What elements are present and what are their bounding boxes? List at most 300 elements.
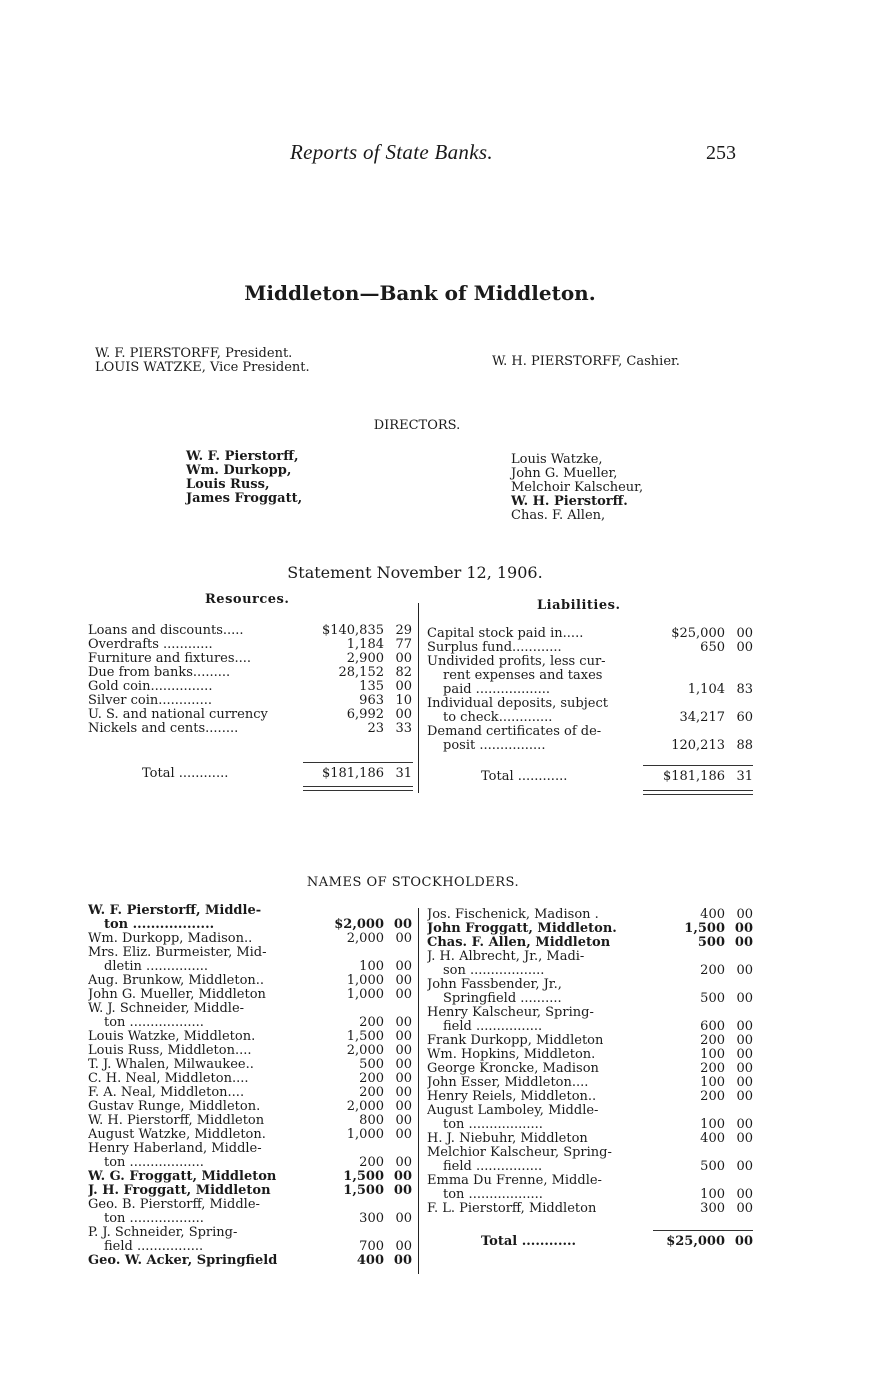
entry-amount — [645, 1104, 731, 1118]
total-cents: 31 — [736, 769, 753, 784]
entry-cents: 00 — [736, 1187, 753, 1202]
entry-cents — [390, 946, 412, 960]
entry-label: John G. Mueller, Middleton — [88, 988, 266, 1002]
entry-amount: 2,900 — [346, 651, 384, 666]
entry-label: F. A. Neal, Middleton.... — [88, 1086, 245, 1100]
directors-right — [511, 453, 643, 523]
entry-amount: 200 — [700, 1033, 725, 1048]
entry-label: Silver coin............. — [88, 694, 212, 708]
stockholder-row — [427, 922, 753, 936]
entry-amount: 200 — [359, 1085, 384, 1100]
entry-cents: 00 — [395, 1211, 412, 1226]
entry-amount: 300 — [359, 1211, 384, 1226]
stockholders-total — [427, 1235, 753, 1249]
entry-cents: 00 — [395, 651, 412, 666]
entry-amount: 2,000 — [346, 1043, 384, 1058]
entry-cents: 00 — [736, 907, 753, 922]
entry-amount — [306, 946, 390, 960]
entry-cents — [390, 1002, 412, 1016]
entry-amount: 400 — [700, 1131, 725, 1146]
stockholder-row — [88, 1114, 412, 1128]
total-label: Total ............ — [142, 767, 229, 781]
entry-label: Wm. Hopkins, Middleton. — [427, 1048, 596, 1062]
entry-label: J. H. Albrecht, Jr., Madi- — [427, 950, 585, 964]
entry-amount: 200 — [359, 1015, 384, 1030]
stockholder-row — [88, 1086, 412, 1100]
officer-cashier: W. H. PIERSTORFF, Cashier. — [492, 354, 680, 369]
entry-label: Furniture and fixtures.... — [88, 652, 252, 666]
stockholder-row — [427, 1104, 753, 1118]
officer-vice-president: LOUIS WATZKE, Vice President. — [95, 360, 310, 375]
stockholder-row — [427, 1160, 753, 1174]
stockholder-row — [88, 1226, 412, 1240]
entry-label: Henry Haberland, Middle- — [88, 1142, 262, 1156]
entry-amount — [645, 950, 731, 964]
stockholder-row — [427, 1020, 753, 1034]
entry-cents: 88 — [736, 738, 753, 753]
entry-cents: 00 — [395, 959, 412, 974]
entry-amount: 1,500 — [343, 1169, 384, 1184]
stockholder-row — [427, 1118, 753, 1132]
entry-cents: 00 — [395, 1127, 412, 1142]
entry-amount: 2,000 — [346, 931, 384, 946]
entry-cents — [731, 655, 753, 669]
entry-label: ton .................. — [104, 1016, 204, 1030]
entry-amount: 500 — [697, 935, 725, 950]
entry-label: Henry Kalscheur, Spring- — [427, 1006, 594, 1020]
entry-label: Henry Reiels, Middleton.. — [427, 1090, 597, 1104]
entry-amount — [645, 725, 731, 739]
entry-label: Nickels and cents........ — [88, 722, 239, 736]
entry-label: Due from banks......... — [88, 666, 231, 680]
entry-cents — [731, 697, 753, 711]
total-cents: 00 — [734, 1234, 753, 1249]
entry-cents: 00 — [736, 640, 753, 655]
entry-amount: 700 — [359, 1239, 384, 1254]
entry-label: Demand certificates of de- — [427, 725, 602, 739]
total-cents: 31 — [395, 766, 412, 781]
entry-amount: 120,213 — [671, 738, 725, 753]
entry-cents — [731, 1104, 753, 1118]
entry-amount — [306, 1142, 390, 1156]
stockholder-row — [427, 908, 753, 922]
entry-cents: 10 — [395, 693, 412, 708]
entry-label: J. H. Froggatt, Middleton — [88, 1184, 271, 1198]
resource-row — [88, 694, 412, 708]
entry-cents: 00 — [736, 1089, 753, 1104]
entry-cents — [731, 1174, 753, 1188]
stockholder-row — [88, 1016, 412, 1030]
entry-amount: 200 — [359, 1155, 384, 1170]
total-amount: $181,186 — [662, 769, 725, 784]
stockholder-row — [427, 1048, 753, 1062]
entry-label: U. S. and national currency — [88, 708, 268, 722]
entry-label: August Watzke, Middleton. — [88, 1128, 266, 1142]
entry-cents: 00 — [395, 1155, 412, 1170]
stockholder-row — [427, 978, 753, 992]
entry-amount — [306, 1198, 390, 1212]
entry-amount: $2,000 — [334, 917, 384, 932]
liability-row — [427, 669, 753, 683]
stockholder-row — [88, 932, 412, 946]
entry-cents: 83 — [736, 682, 753, 697]
entry-amount: $140,835 — [321, 623, 384, 638]
stockholder-row — [427, 1202, 753, 1216]
stockholder-row — [88, 1002, 412, 1016]
director: W. H. Pierstorff. — [511, 494, 628, 509]
resources-double-rule — [303, 786, 413, 787]
entry-cents: 00 — [395, 1043, 412, 1058]
entry-cents: 00 — [736, 1047, 753, 1062]
stockholder-row — [427, 964, 753, 978]
entry-label: Frank Durkopp, Middleton — [427, 1034, 604, 1048]
entry-amount: 200 — [700, 963, 725, 978]
stockholder-row — [88, 918, 412, 932]
liabilities-double-rule — [643, 790, 753, 791]
resources-table — [88, 624, 412, 736]
entry-label: Gold coin............... — [88, 680, 213, 694]
entry-amount — [645, 1006, 731, 1020]
directors-left — [186, 450, 302, 506]
entry-amount — [645, 1146, 731, 1160]
entry-cents: 00 — [395, 1057, 412, 1072]
entry-cents: 00 — [736, 963, 753, 978]
entry-label: Capital stock paid in..... — [427, 627, 584, 641]
entry-label: son .................. — [443, 964, 545, 978]
stockholder-row — [88, 1128, 412, 1142]
stockholder-row — [427, 1006, 753, 1020]
entry-cents: 00 — [736, 626, 753, 641]
entry-label: Geo. B. Pierstorff, Middle- — [88, 1198, 260, 1212]
entry-amount: 2,000 — [346, 1099, 384, 1114]
entry-cents: 00 — [395, 1099, 412, 1114]
stockholder-row — [427, 1146, 753, 1160]
entry-label: Geo. W. Acker, Springfield — [88, 1254, 278, 1268]
directors-heading: DIRECTORS. — [373, 418, 461, 433]
director: W. F. Pierstorff, — [186, 449, 299, 464]
liability-row — [427, 627, 753, 641]
entry-amount: 300 — [700, 1201, 725, 1216]
liabilities-table — [427, 627, 753, 753]
liability-row — [427, 725, 753, 739]
entry-label: Overdrafts ............ — [88, 638, 213, 652]
entry-cents: 00 — [736, 991, 753, 1006]
entry-amount: 500 — [700, 1159, 725, 1174]
liabilities-total — [427, 770, 753, 784]
entry-label: Springfield .......... — [443, 992, 562, 1006]
total-label: Total ............ — [481, 1235, 577, 1249]
liability-row — [427, 641, 753, 655]
entry-amount: 6,992 — [346, 707, 384, 722]
director: John G. Mueller, — [511, 466, 618, 481]
stockholders-sum-rule — [653, 1230, 753, 1231]
entry-label: field ................ — [104, 1240, 204, 1254]
entry-label: John Froggatt, Middleton. — [427, 922, 617, 936]
entry-amount: 100 — [700, 1047, 725, 1062]
entry-cents: 00 — [736, 1075, 753, 1090]
entry-cents: 00 — [395, 1071, 412, 1086]
liability-row — [427, 697, 753, 711]
entry-amount: 1,000 — [346, 973, 384, 988]
entry-cents: 00 — [395, 1015, 412, 1030]
director: Wm. Durkopp, — [186, 463, 292, 478]
entry-amount: 200 — [359, 1071, 384, 1086]
entry-cents — [731, 725, 753, 739]
liability-row — [427, 711, 753, 725]
total-label: Total ............ — [481, 770, 568, 784]
entry-amount: 800 — [359, 1113, 384, 1128]
entry-cents: 00 — [736, 1019, 753, 1034]
stockholder-row — [427, 992, 753, 1006]
stockholder-row — [88, 1030, 412, 1044]
stockholder-row — [427, 950, 753, 964]
resource-row — [88, 652, 412, 666]
entry-cents: 00 — [736, 1159, 753, 1174]
entry-label: Loans and discounts..... — [88, 624, 244, 638]
entry-cents — [390, 1226, 412, 1240]
entry-label: Mrs. Eliz. Burmeister, Mid- — [88, 946, 267, 960]
resources-heading: Resources. — [205, 592, 290, 607]
stockholder-row — [88, 1058, 412, 1072]
entry-amount: 200 — [700, 1089, 725, 1104]
entry-cents: 29 — [395, 623, 412, 638]
entry-cents — [731, 978, 753, 992]
entry-cents — [731, 1006, 753, 1020]
stockholders-left-table — [88, 904, 412, 1268]
entry-cents: 00 — [395, 931, 412, 946]
liability-row — [427, 655, 753, 669]
resource-row — [88, 680, 412, 694]
stockholder-row — [88, 904, 412, 918]
entry-amount: 1,500 — [343, 1183, 384, 1198]
entry-label: posit ................ — [443, 739, 546, 753]
entry-cents — [731, 950, 753, 964]
entry-label: W. H. Pierstorff, Middleton — [88, 1114, 265, 1128]
entry-label: rent expenses and taxes — [443, 669, 603, 683]
entry-cents — [731, 669, 753, 683]
column-divider — [418, 603, 419, 793]
entry-cents: 82 — [395, 665, 412, 680]
entry-amount: 100 — [700, 1117, 725, 1132]
entry-amount: 100 — [359, 959, 384, 974]
entry-cents: 00 — [395, 1085, 412, 1100]
resources-total — [88, 767, 412, 781]
entry-cents: 00 — [393, 1253, 412, 1268]
entry-amount — [306, 1002, 390, 1016]
page-number: 253 — [706, 142, 736, 164]
entry-label: Louis Russ, Middleton.... — [88, 1044, 252, 1058]
entry-amount: 1,500 — [684, 921, 725, 936]
running-title: Reports of State Banks. — [290, 140, 493, 164]
entry-amount: 500 — [700, 991, 725, 1006]
director: Melchoir Kalscheur, — [511, 480, 644, 495]
stockholder-row — [88, 988, 412, 1002]
stockholder-row — [427, 1090, 753, 1104]
entry-label: T. J. Whalen, Milwaukee.. — [88, 1058, 254, 1072]
entry-cents: 77 — [395, 637, 412, 652]
entry-amount: 400 — [700, 907, 725, 922]
liabilities-heading: Liabilities. — [537, 598, 621, 613]
entry-cents: 00 — [393, 917, 412, 932]
entry-label: H. J. Niebuhr, Middleton — [427, 1132, 588, 1146]
entry-cents: 00 — [395, 973, 412, 988]
entry-label: paid .................. — [443, 683, 551, 697]
entry-label: P. J. Schneider, Spring- — [88, 1226, 238, 1240]
stockholders-right-table — [427, 908, 753, 1216]
stockholder-row — [427, 1062, 753, 1076]
entry-label: W. J. Schneider, Middle- — [88, 1002, 245, 1016]
entry-label: Jos. Fischenick, Madison . — [427, 908, 599, 922]
entry-amount: 28,152 — [338, 665, 384, 680]
entry-amount: 200 — [700, 1061, 725, 1076]
entry-label: Aug. Brunkow, Middleton.. — [88, 974, 265, 988]
stockholder-row — [88, 1100, 412, 1114]
entry-amount — [306, 1226, 390, 1240]
stockholders-divider — [418, 908, 419, 1274]
entry-amount — [645, 697, 731, 711]
stockholder-row — [88, 1044, 412, 1058]
entry-label: John Esser, Middleton.... — [427, 1076, 589, 1090]
total-amount: $25,000 — [666, 1234, 725, 1249]
entry-amount: 1,000 — [346, 987, 384, 1002]
entry-label: Emma Du Frenne, Middle- — [427, 1174, 602, 1188]
entry-label: to check............. — [443, 711, 553, 725]
entry-amount: 600 — [700, 1019, 725, 1034]
entry-cents: 00 — [736, 1061, 753, 1076]
entry-cents: 00 — [395, 707, 412, 722]
entry-label: W. G. Froggatt, Middleton — [88, 1170, 277, 1184]
entry-label: Melchior Kalscheur, Spring- — [427, 1146, 612, 1160]
liability-row — [427, 739, 753, 753]
stockholder-row — [427, 1076, 753, 1090]
entry-amount: 963 — [359, 693, 384, 708]
entry-amount: 135 — [359, 679, 384, 694]
resource-row — [88, 666, 412, 680]
entry-cents: 00 — [393, 1169, 412, 1184]
entry-cents: 00 — [395, 1239, 412, 1254]
officers-left — [95, 347, 310, 375]
entry-amount: 100 — [700, 1075, 725, 1090]
resources-double-rule — [303, 790, 413, 791]
entry-label: field ................ — [443, 1160, 543, 1174]
entry-label: F. L. Pierstorff, Middleton — [427, 1202, 597, 1216]
entry-cents: 00 — [395, 679, 412, 694]
entry-label: ton .................. — [443, 1188, 543, 1202]
entry-amount: 23 — [367, 721, 384, 736]
stockholder-row — [88, 1240, 412, 1254]
entry-cents — [731, 1146, 753, 1160]
entry-cents — [390, 904, 412, 918]
bank-title: Middleton—Bank of Middleton. — [244, 281, 596, 305]
stockholder-row — [88, 1170, 412, 1184]
resource-row — [88, 722, 412, 736]
entry-cents: 00 — [736, 1131, 753, 1146]
entry-amount: 1,500 — [346, 1029, 384, 1044]
entry-cents: 00 — [395, 1113, 412, 1128]
entry-label: W. F. Pierstorff, Middle- — [88, 904, 262, 918]
stockholder-row — [88, 1072, 412, 1086]
entry-cents: 60 — [736, 710, 753, 725]
statement-title: Statement November 12, 1906. — [287, 563, 543, 582]
resource-row — [88, 638, 412, 652]
total-amount: $181,186 — [321, 766, 384, 781]
entry-label: Chas. F. Allen, Middleton — [427, 936, 611, 950]
entry-amount: 100 — [700, 1187, 725, 1202]
director: Louis Russ, — [186, 477, 270, 492]
entry-label: ton .................. — [104, 918, 215, 932]
entry-amount: 500 — [359, 1057, 384, 1072]
entry-label: Undivided profits, less cur- — [427, 655, 606, 669]
director: Louis Watzke, — [511, 452, 603, 467]
stockholder-row — [88, 946, 412, 960]
entry-amount — [306, 904, 390, 918]
stockholder-row — [88, 1142, 412, 1156]
entry-label: ton .................. — [104, 1156, 204, 1170]
resource-row — [88, 708, 412, 722]
stockholder-row — [88, 1184, 412, 1198]
stockholder-row — [88, 1212, 412, 1226]
entry-amount — [645, 655, 731, 669]
officer-president: W. F. PIERSTORFF, President. — [95, 346, 293, 361]
entry-cents: 00 — [736, 1033, 753, 1048]
entry-cents: 33 — [395, 721, 412, 736]
entry-amount: 1,184 — [346, 637, 384, 652]
stockholder-row — [88, 1254, 412, 1268]
stockholder-row — [88, 1156, 412, 1170]
director: James Froggatt, — [186, 491, 303, 506]
stockholder-row — [427, 1034, 753, 1048]
entry-label: Surplus fund............ — [427, 641, 562, 655]
entry-amount: 34,217 — [679, 710, 725, 725]
liabilities-double-rule — [643, 794, 753, 795]
stockholder-row — [427, 1188, 753, 1202]
entry-label: dletin ............... — [104, 960, 209, 974]
entry-amount: 1,104 — [687, 682, 725, 697]
entry-cents: 00 — [734, 935, 753, 950]
entry-cents: 00 — [395, 1029, 412, 1044]
stockholder-row — [427, 1174, 753, 1188]
entry-cents: 00 — [736, 1201, 753, 1216]
entry-cents: 00 — [395, 987, 412, 1002]
entry-label: Individual deposits, subject — [427, 697, 608, 711]
liabilities-sum-rule — [643, 765, 753, 766]
entry-label: ton .................. — [104, 1212, 204, 1226]
entry-amount: 650 — [700, 640, 725, 655]
entry-label: Wm. Durkopp, Madison.. — [88, 932, 253, 946]
entry-amount — [645, 669, 731, 683]
liability-row — [427, 683, 753, 697]
resource-row — [88, 624, 412, 638]
entry-amount: 400 — [356, 1253, 384, 1268]
stockholder-row — [427, 936, 753, 950]
resources-sum-rule — [303, 762, 413, 763]
entry-cents: 00 — [736, 1117, 753, 1132]
entry-cents — [390, 1198, 412, 1212]
stockholder-row — [427, 1132, 753, 1146]
director: Chas. F. Allen, — [511, 508, 606, 523]
entry-label: Gustav Runge, Middleton. — [88, 1100, 261, 1114]
entry-label: field ................ — [443, 1020, 543, 1034]
entry-label: John Fassbender, Jr., — [427, 978, 562, 992]
entry-amount: 1,000 — [346, 1127, 384, 1142]
entry-amount — [645, 1174, 731, 1188]
entry-amount — [645, 978, 731, 992]
stockholder-row — [88, 1198, 412, 1212]
entry-amount: $25,000 — [671, 626, 725, 641]
entry-label: August Lamboley, Middle- — [427, 1104, 599, 1118]
entry-cents — [390, 1142, 412, 1156]
entry-label: George Kroncke, Madison — [427, 1062, 599, 1076]
